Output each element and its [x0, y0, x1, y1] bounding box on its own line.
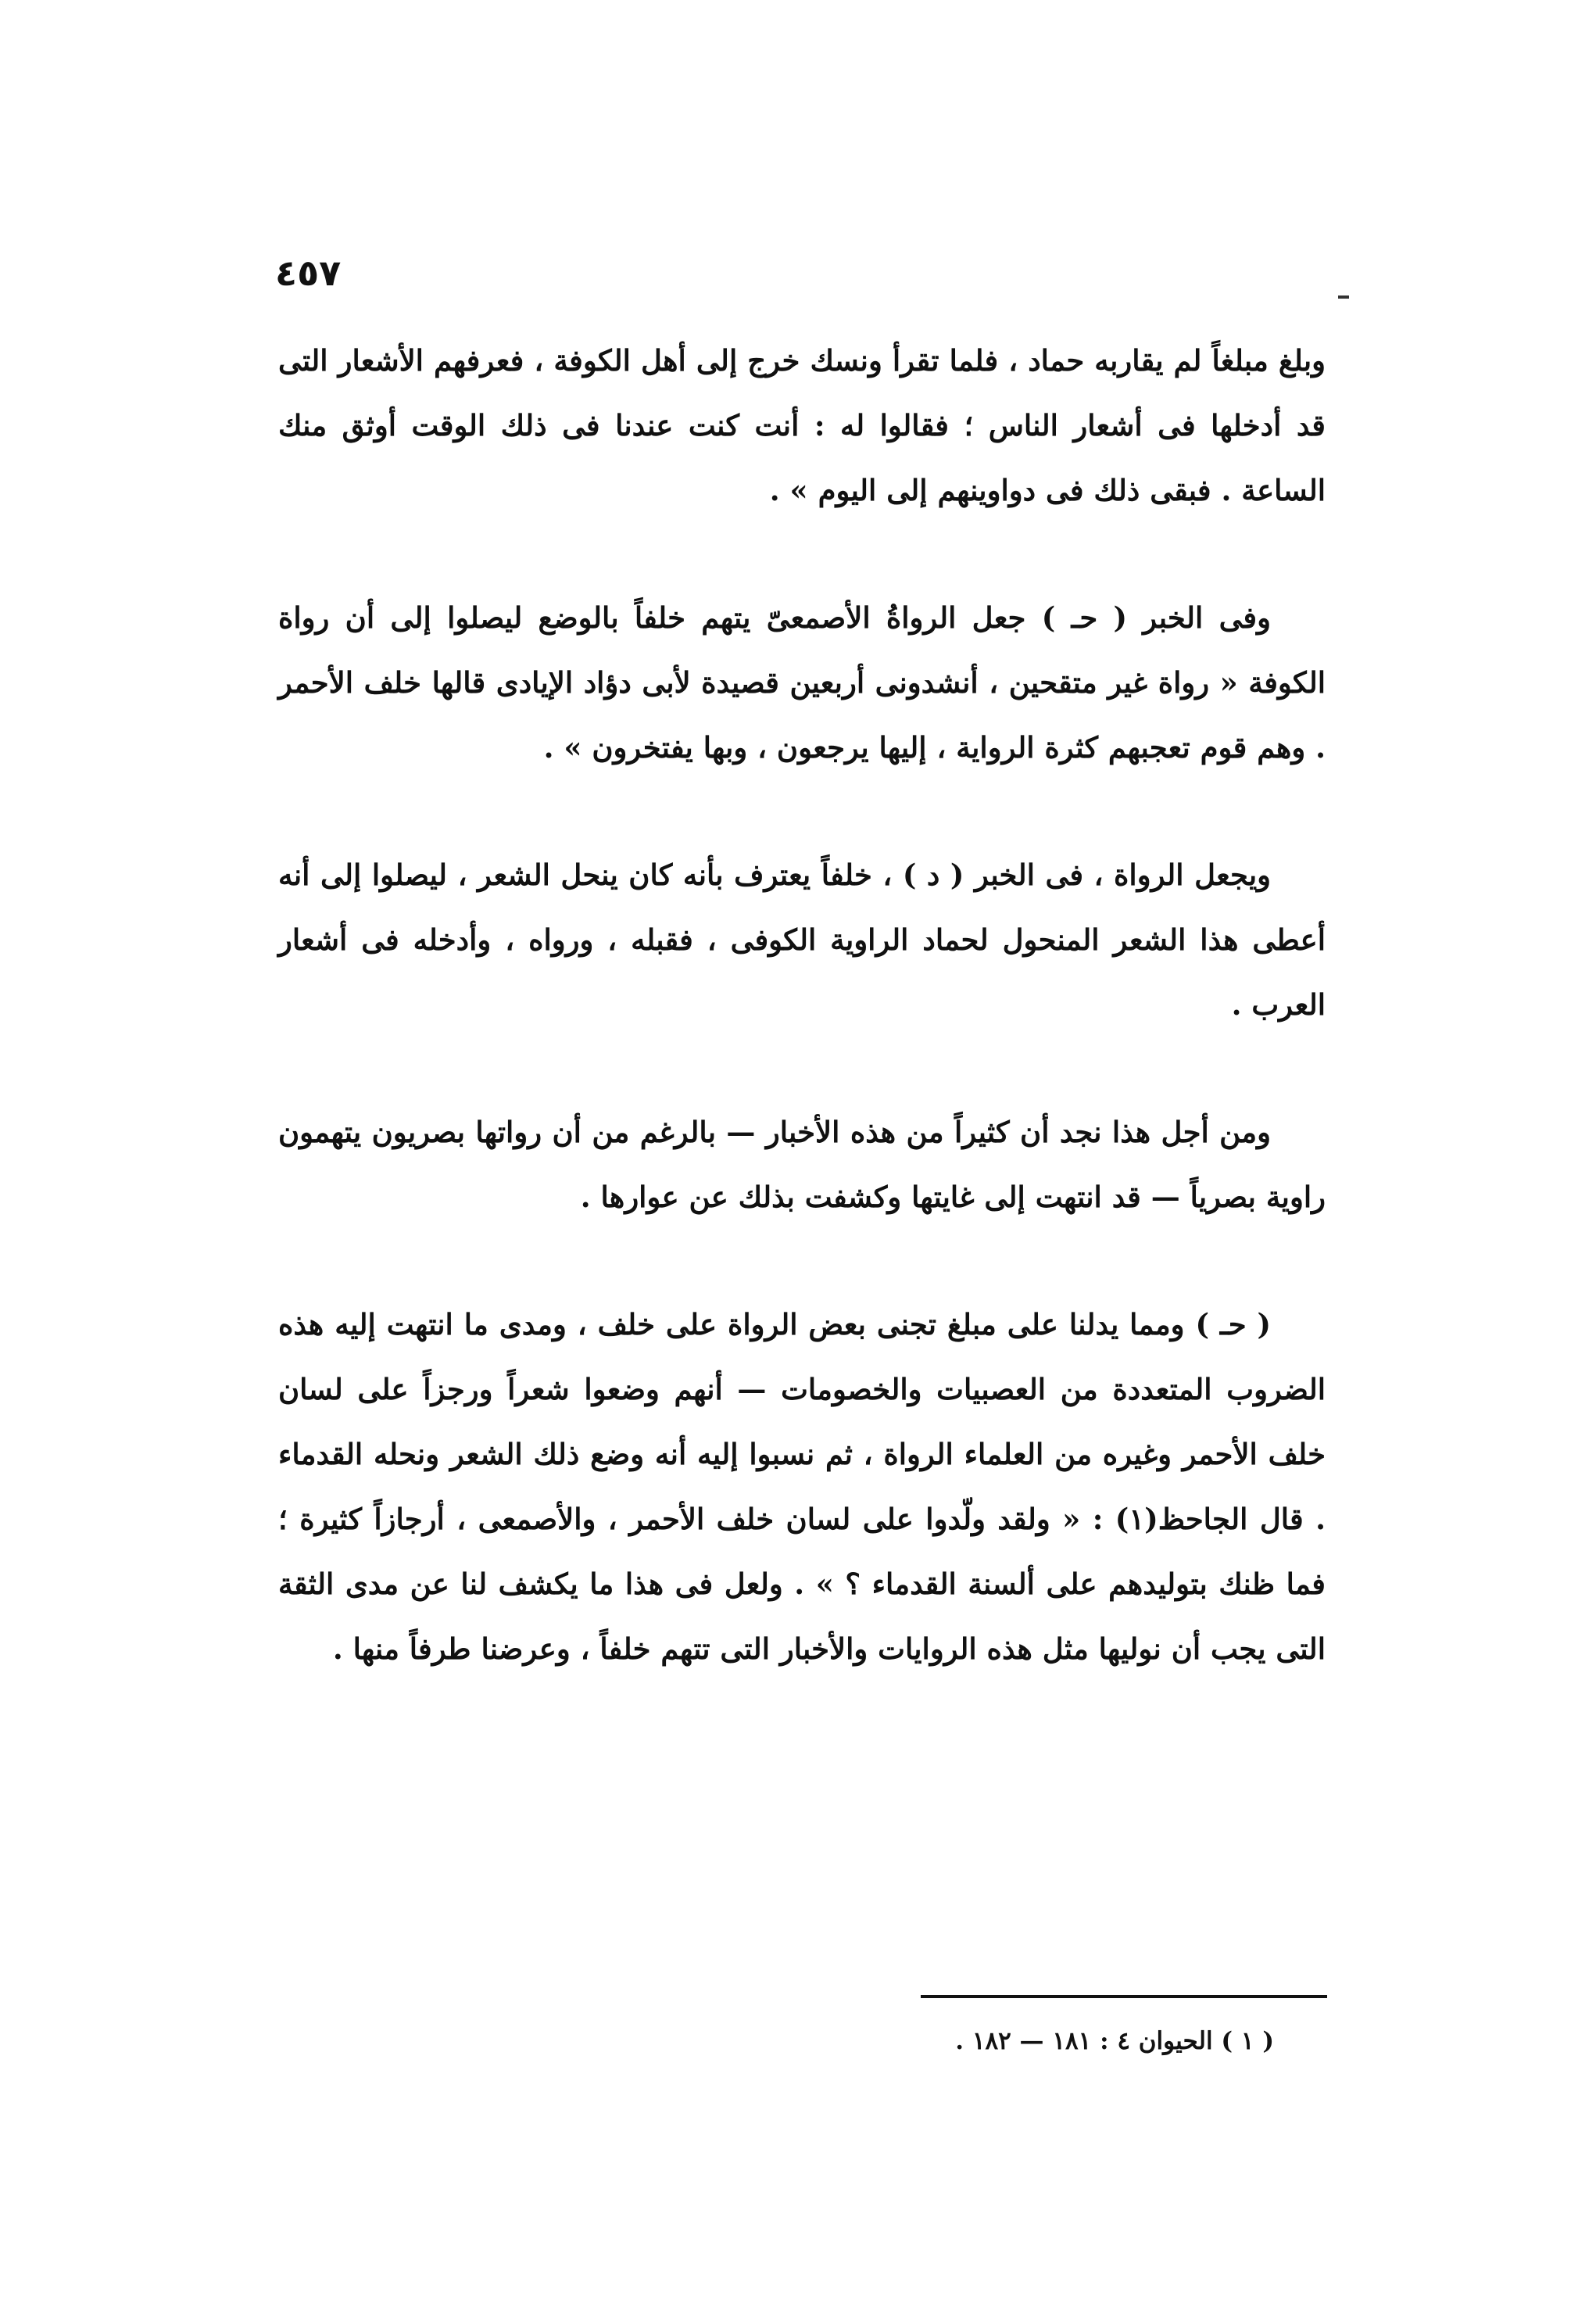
paragraph-3: ويجعل الرواة ، فى الخبر ( د ) ، خلفاً يعترف بأنه كان ينحل الشعر ، ليصلوا إلى أنه أعطى هذا الشعر المنحول لحماد الراوية الكوفى ، فقبله ، ورواه ، وأدخله فى أشعار العرب .: [278, 858, 1326, 1022]
body-text: [278, 328, 1326, 1682]
footnote: ( ١ ) الحيوان ٤ : ١٨١ — ١٨٢ .: [955, 2027, 1274, 2055]
paragraph-5: ( حـ ) ومما يدلنا على مبلغ تجنى بعض الرواة على خلف ، ومدى ما انتهت إليه هذه الضروب المتعددة من العصبيات والخصومات — أنهم وضعوا شعراً ورجزاً على لسان خلف الأحمر وغيره من العلماء الرواة ، ثم نسبوا إليه أنه وضع ذلك الشعر ونحله القدماء . قال الجاحظ(١) : « ولقد ولّدوا على لسان خلف الأحمر ، والأصمعى ، أرجازاً كثيرة ؛ فما ظنك بتوليدهم على ألسنة القدماء ؟ » . ولعل فى هذا ما يكشف لنا عن مدى الثقة التى يجب أن نوليها مثل هذه الروايات والأخبار التى تتهم خلفاً ، وعرضنا طرفاً منها .: [278, 1307, 1326, 1666]
page-number: ٤٥٧: [275, 252, 342, 294]
footnote-separator: [921, 1995, 1327, 1998]
paragraph-2: وفى الخبر ( حـ ) جعل الرواةُ الأصمعىّ يتهم خلفاً بالوضع ليصلوا إلى أن رواة الكوفة « رواة غير متقحين ، أنشدونى أربعين قصيدة لأبى دؤاد الإيادى قالها خلف الأحمر . وهم قوم تعجبهم كثرة الرواية ، إليها يرجعون ، وبها يفتخرون » .: [278, 600, 1326, 765]
scan-mark: [1338, 295, 1349, 299]
paragraph-1: وبلغ مبلغاً لم يقاربه حماد ، فلما تقرأ ونسك خرج إلى أهل الكوفة ، فعرفهم الأشعار التى قد أدخلها فى أشعار الناس ؛ فقالوا له : أنت كنت عندنا فى ذلك الوقت أوثق منك الساعة . فبقى ذلك فى دواوينهم إلى اليوم » .: [278, 343, 1326, 507]
paragraph-4: ومن أجل هذا نجد أن كثيراً من هذه الأخبار — بالرغم من أن رواتها بصريون يتهمون راوية بصرياً — قد انتهت إلى غايتها وكشفت بذلك عن عوارها .: [278, 1115, 1326, 1214]
